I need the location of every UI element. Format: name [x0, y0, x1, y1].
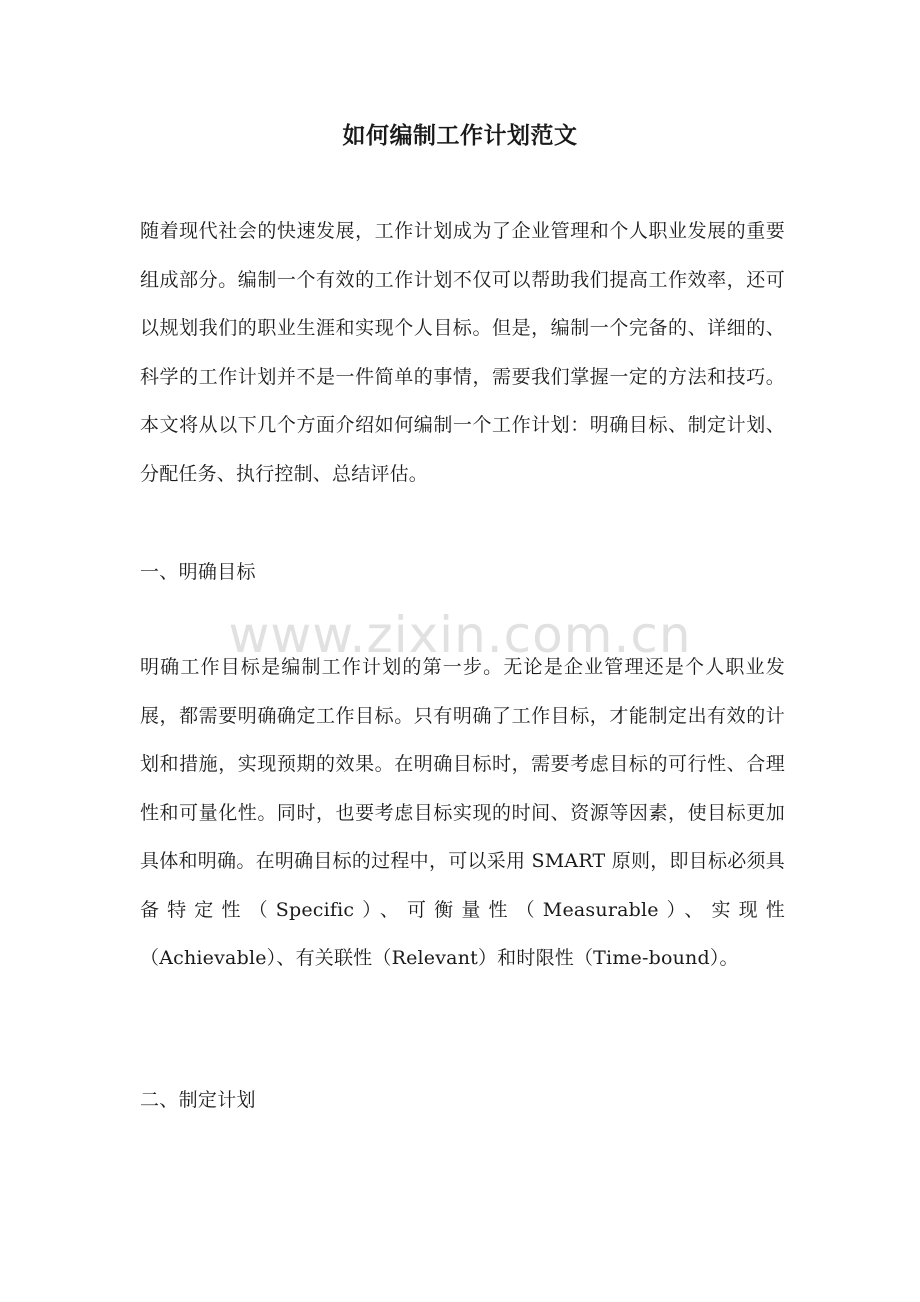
section-body-goals: 明确工作目标是编制工作计划的第一步。无论是企业管理还是个人职业发展，都需要明确确定工作目标。只有明确了工作目标，才能制定出有效的计划和措施，实现预期的效果。在明确目标时，需要考虑目标的可行性、合理性和可量化性。同时，也要考虑目标实现的时间、资源等因素，使目标更加具体和明确。在明确目标的过程中，可以采用 SMART 原则，即目标必须具备特定性（Specific）、可衡量性（Measurable）、实现性（Achievable）、有关联性（Relevant）和时限性（Time-bound）。 [140, 656, 785, 969]
section-heading-goals: 一、明确目标 [140, 561, 256, 583]
document-title: 如何编制工作计划范文 [342, 122, 578, 149]
watermark: www.zixin.com.cn [228, 606, 692, 664]
intro-paragraph: 随着现代社会的快速发展，工作计划成为了企业管理和个人职业发展的重要组成部分。编制一个有效的工作计划不仅可以帮助我们提高工作效率，还可以规划我们的职业生涯和实现个人目标。但是，编制一个完备的、详细的、科学的工作计划并不是一件简单的事情，需要我们掌握一定的方法和技巧。本文将从以下几个方面介绍如何编制一个工作计划：明确目标、制定计划、分配任务、执行控制、总结评估。 [140, 220, 785, 485]
section-heading-plan: 二、制定计划 [140, 1089, 256, 1111]
